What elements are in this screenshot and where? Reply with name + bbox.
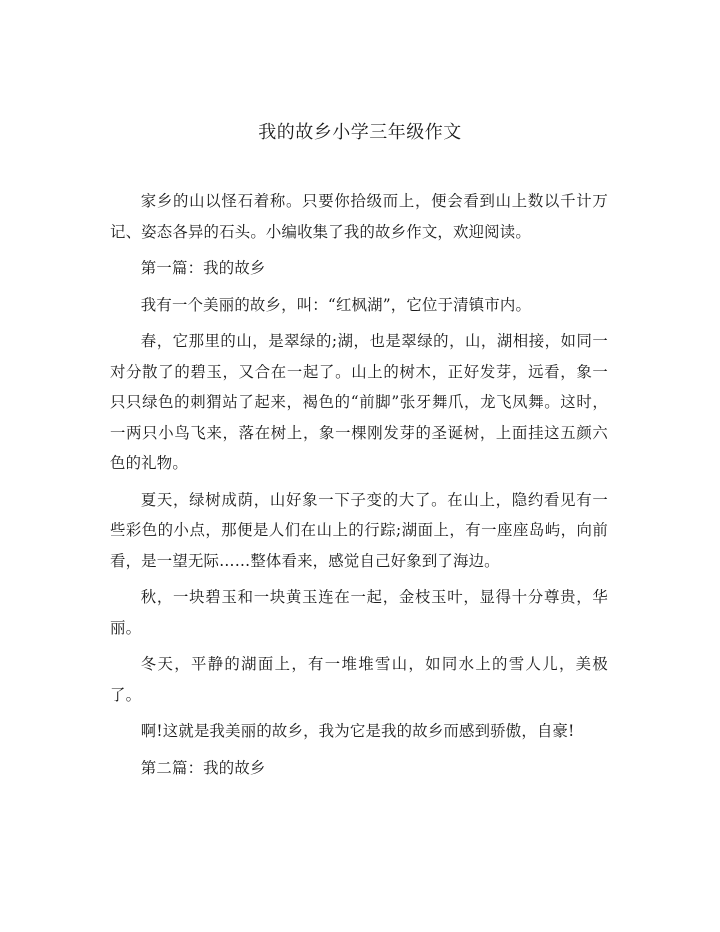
paragraph-winter: 冬天，平静的湖面上，有一堆堆雪山，如同水上的雪人儿，美极了。 bbox=[110, 655, 608, 704]
section-heading-1: 第一篇：我的故乡 bbox=[140, 259, 266, 277]
paragraph: 我有一个美丽的故乡，叫：“红枫湖”，它位于清镇市内。 bbox=[140, 295, 532, 314]
document-body bbox=[110, 186, 608, 789]
paragraph-intro: 家乡的山以怪石着称。只要你拾级而上，便会看到山上数以千计万记、姿态各异的石头。小编收集了我的故乡作文，欢迎阅读。 bbox=[110, 192, 608, 241]
document-title: 我的故乡小学三年级作文 bbox=[258, 122, 462, 143]
section-heading-2: 第二篇：我的故乡 bbox=[140, 758, 266, 777]
paragraph-spring: 春，它那里的山，是翠绿的;湖，也是翠绿的，山，湖相接，如同一对分散了的碧玉，又合在一起了。山上的树木，正好发芽，远看，象一只只绿色的刺猬站了起来，褐色的“前脚”张牙舞爪，龙飞凤舞。这时，一两只小鸟飞来，落在树上，象一棵刚发芽的圣诞树，上面挂这五颜六色的礼物。 bbox=[110, 332, 608, 472]
paragraph-conclusion: 啊!这就是我美丽的故乡，我为它是我的故乡而感到骄傲，自豪! bbox=[140, 722, 575, 740]
paragraph-summer: 夏天，绿树成荫，山好象一下子变的大了。在山上，隐约看见有一些彩色的小点，那便是人们在山上的行踪;湖面上，有一座座岛屿，向前看，是一望无际……整体看来，感觉自己好象到了海边。 bbox=[110, 490, 608, 570]
paragraph-autumn: 秋，一块碧玉和一块黄玉连在一起，金枝玉叶，显得十分尊贵，华丽。 bbox=[110, 588, 608, 637]
